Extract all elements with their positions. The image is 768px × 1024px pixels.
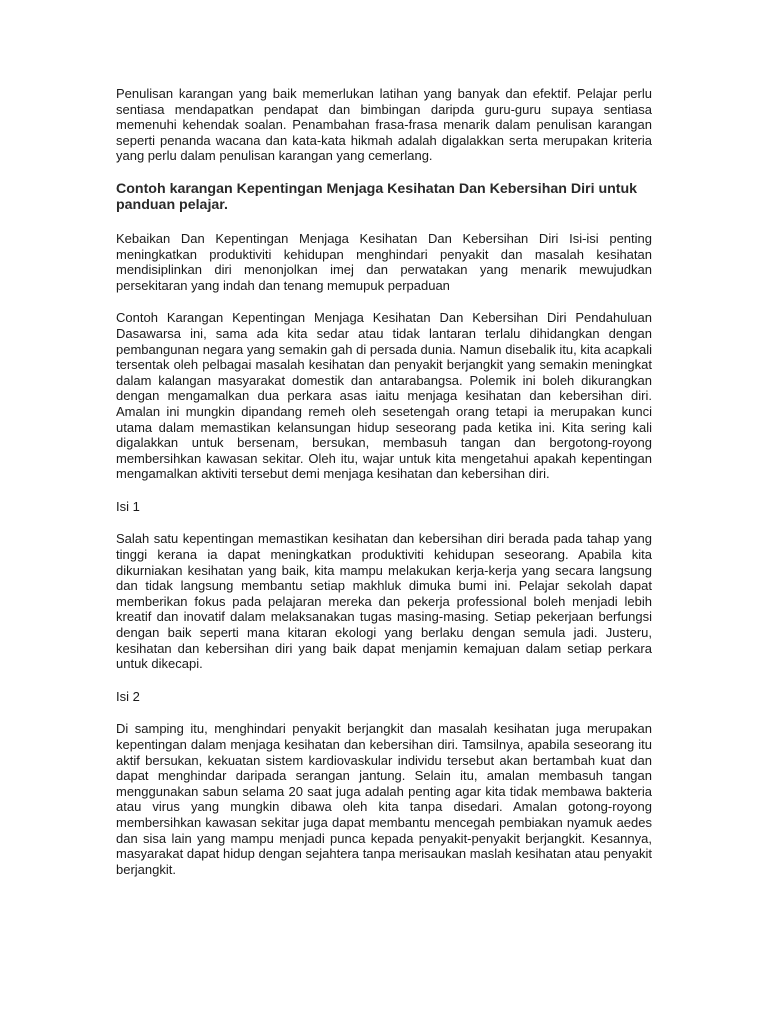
summary-paragraph: Kebaikan Dan Kepentingan Menjaga Kesihatan Dan Kebersihan Diri Isi-isi penting meningkatkan produktiviti kehidupan menghindari penyakit dan masalah kesihatan mendisiplinkan diri menonjolkan imej dan perwatakan yang menarik mewujudkan persekitaran yang indah dan tenang memupuk perpaduan xyxy=(116,230,652,293)
isi1-label: Isi 1 xyxy=(116,498,140,514)
isi2-label: Isi 2 xyxy=(116,688,140,704)
introduction-paragraph: Contoh Karangan Kepentingan Menjaga Kesihatan Dan Kebersihan Diri Pendahuluan Dasawarsa ini, sama ada kita sedar atau tidak lantaran terlalu dihidangkan dengan pembangunan negara yang semakin gah di persada dunia. Namun disebalik itu, kita acapkali tersentak oleh pelbagai masalah kesihatan dan penyakit berjangkit yang semakin meningkat dalam kalangan masyarakat domestik dan antarabangsa. Polemik ini boleh dikurangkan dengan mengamalkan dua perkara asas iaitu menjaga kesihatan dan kebersihan diri. Amalan ini mungkin dipandang remeh oleh sesetengah orang tetapi ia merupakan kunci utama dalam memastikan kelansungan hidup seseorang pada ketika ini. Kita sering kali digalakkan untuk bersenam, bersukan, membasuh tangan dan bergotong-royong membersihkan kawasan sekitar. Oleh itu, wajar untuk kita mengetahui apakah kepentingan mengamalkan aktiviti tersebut demi menjaga kesihatan dan kebersihan diri. xyxy=(116,310,652,482)
article-heading: Contoh karangan Kepentingan Menjaga Kesihatan Dan Kebersihan Diri untuk panduan pelajar. xyxy=(116,180,638,214)
isi2-paragraph: Di samping itu, menghindari penyakit berjangkit dan masalah kesihatan juga merupakan kepentingan dalam menjaga kesihatan dan kebersihan diri. Tamsilnya, apabila seseorang itu aktif bersukan, kekuatan sistem kardiovaskular individu tersebut akan bertambah kuat dan dapat menghindar daripada serangan jantung. Selain itu, amalan membasuh tangan menggunakan sabun selama 20 saat juga adalah penting agar kita tidak membawa bakteria atau virus yang mungkin dibawa oleh kita tanpa disedari. Amalan gotong-royong membersihkan kawasan sekitar juga dapat membantu mencegah pembiakan nyamuk aedes dan sisa lain yang mampu menjadi punca kepada penyakit-penyakit berjangkit. Kesannya, masyarakat dapat hidup dengan sejahtera tanpa merisaukan maslah kesihatan atau penyakit berjangkit. xyxy=(116,721,652,877)
isi1-paragraph: Salah satu kepentingan memastikan kesihatan dan kebersihan diri berada pada tahap yang tinggi kerana ia dapat meningkatkan produktiviti kehidupan seseorang. Apabila kita dikurniakan kesihatan yang baik, kita mampu melakukan kerja-kerja yang secara langsung dan tidak langsung membantu setiap makhluk dimuka bumi ini. Pelajar sekolah dapat memberikan fokus pada pelajaran mereka dan pekerja professional boleh menjadi lebih kreatif dan inovatif dalam melaksanakan tugas masing-masing. Setiap pekerjaan berfungsi dengan baik seperti mana kitaran ekologi yang berlaku dengan semula jadi. Justeru, kesihatan dan kebersihan diri yang baik dapat menjamin kemajuan dalam setiap perkara untuk dikecapi. xyxy=(116,531,652,672)
intro-paragraph: Penulisan karangan yang baik memerlukan latihan yang banyak dan efektif. Pelajar perlu sentiasa mendapatkan pendapat dan bimbingan daripda guru-guru supaya sentiasa memenuhi kehendak soalan. Penambahan frasa-frasa menarik dalam penulisan karangan seperti penanda wacana dan kata-kata hikmah adalah digalakkan serta merupakan kriteria yang perlu dalam penulisan karangan yang cemerlang. xyxy=(116,86,652,164)
document-page xyxy=(116,86,652,877)
